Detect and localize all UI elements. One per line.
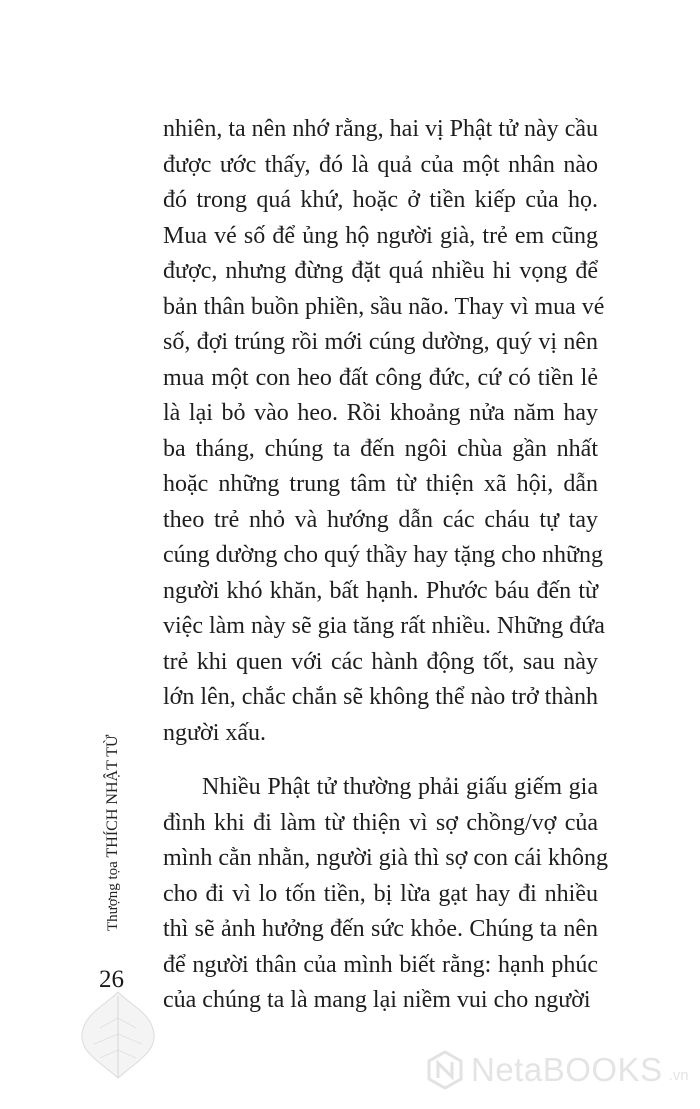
page-number: 26	[99, 966, 124, 993]
paragraph-2	[163, 770, 608, 1019]
watermark-brand: NetaBOOKS	[471, 1051, 663, 1088]
text-line: được ước thấy, đó là quả của một nhân nào	[163, 151, 598, 178]
text-line: thì sẽ ảnh hưởng đến sức khỏe. Chúng ta nên	[163, 916, 598, 942]
author-prefix: Thượng tọa	[105, 861, 121, 931]
text-line: ba tháng, chúng ta đến ngôi chùa gần nhất	[163, 435, 598, 462]
text-line: của chúng ta là mang lại niềm vui cho người	[163, 987, 591, 1013]
text-line: đình khi đi làm từ thiện vì sợ chồng/vợ của	[163, 809, 598, 836]
author-name: THÍCH NHẬT TỪ	[104, 734, 121, 858]
watermark-suffix: .vn	[668, 1067, 689, 1084]
text-line: người xấu.	[163, 719, 267, 746]
paragraph-1	[163, 112, 605, 751]
text-line: nhiên, ta nên nhớ rằng, hai vị Phật tử này cầu	[163, 116, 598, 142]
text-line: được, nhưng đừng đặt quá nhiều hi vọng để	[163, 258, 598, 284]
netabooks-logo-icon	[425, 1050, 465, 1090]
text-line: trẻ khi quen với các hành động tốt, sau này	[163, 648, 598, 675]
text-line: Nhiều Phật tử thường phải giấu giếm gia	[202, 774, 598, 800]
text-line: theo trẻ nhỏ và hướng dẫn các cháu tự tay	[163, 506, 598, 533]
text-line: cho đi vì lo tốn tiền, bị lừa gạt hay đi nhiều	[163, 880, 598, 907]
body-text	[163, 112, 608, 1019]
text-line: mua một con heo đất công đức, cứ có tiền lẻ	[163, 364, 598, 391]
text-line: đó trong quá khứ, hoặc ở tiền kiếp của họ.	[163, 187, 598, 213]
text-line: người khó khăn, bất hạnh. Phước báu đến từ	[163, 577, 598, 604]
text-line: cúng dường cho quý thầy hay tặng cho những	[163, 542, 603, 568]
text-line: hoặc những trung tâm từ thiện xã hội, dẫn	[163, 471, 598, 497]
text-line: là lại bỏ vào heo. Rồi khoảng nửa năm hay	[163, 400, 598, 426]
watermark	[425, 1050, 689, 1090]
running-header-author	[104, 735, 122, 931]
bodhi-leaf-icon	[78, 988, 158, 1080]
text-line: mình cằn nhằn, người già thì sợ con cái không	[163, 845, 608, 871]
text-line: Mua vé số để ủng hộ người già, trẻ em cũng	[163, 222, 598, 249]
text-line: số, đợi trúng rồi mới cúng dường, quý vị nên	[163, 329, 598, 355]
text-line: lớn lên, chắc chắn sẽ không thể nào trở thành	[163, 684, 598, 710]
text-line: bản thân buồn phiền, sầu não. Thay vì mua vé	[163, 293, 605, 320]
text-line: để người thân của mình biết rằng: hạnh phúc	[163, 951, 598, 978]
text-line: việc làm này sẽ gia tăng rất nhiều. Những đứa	[163, 613, 605, 639]
paragraph-gap	[163, 751, 598, 770]
